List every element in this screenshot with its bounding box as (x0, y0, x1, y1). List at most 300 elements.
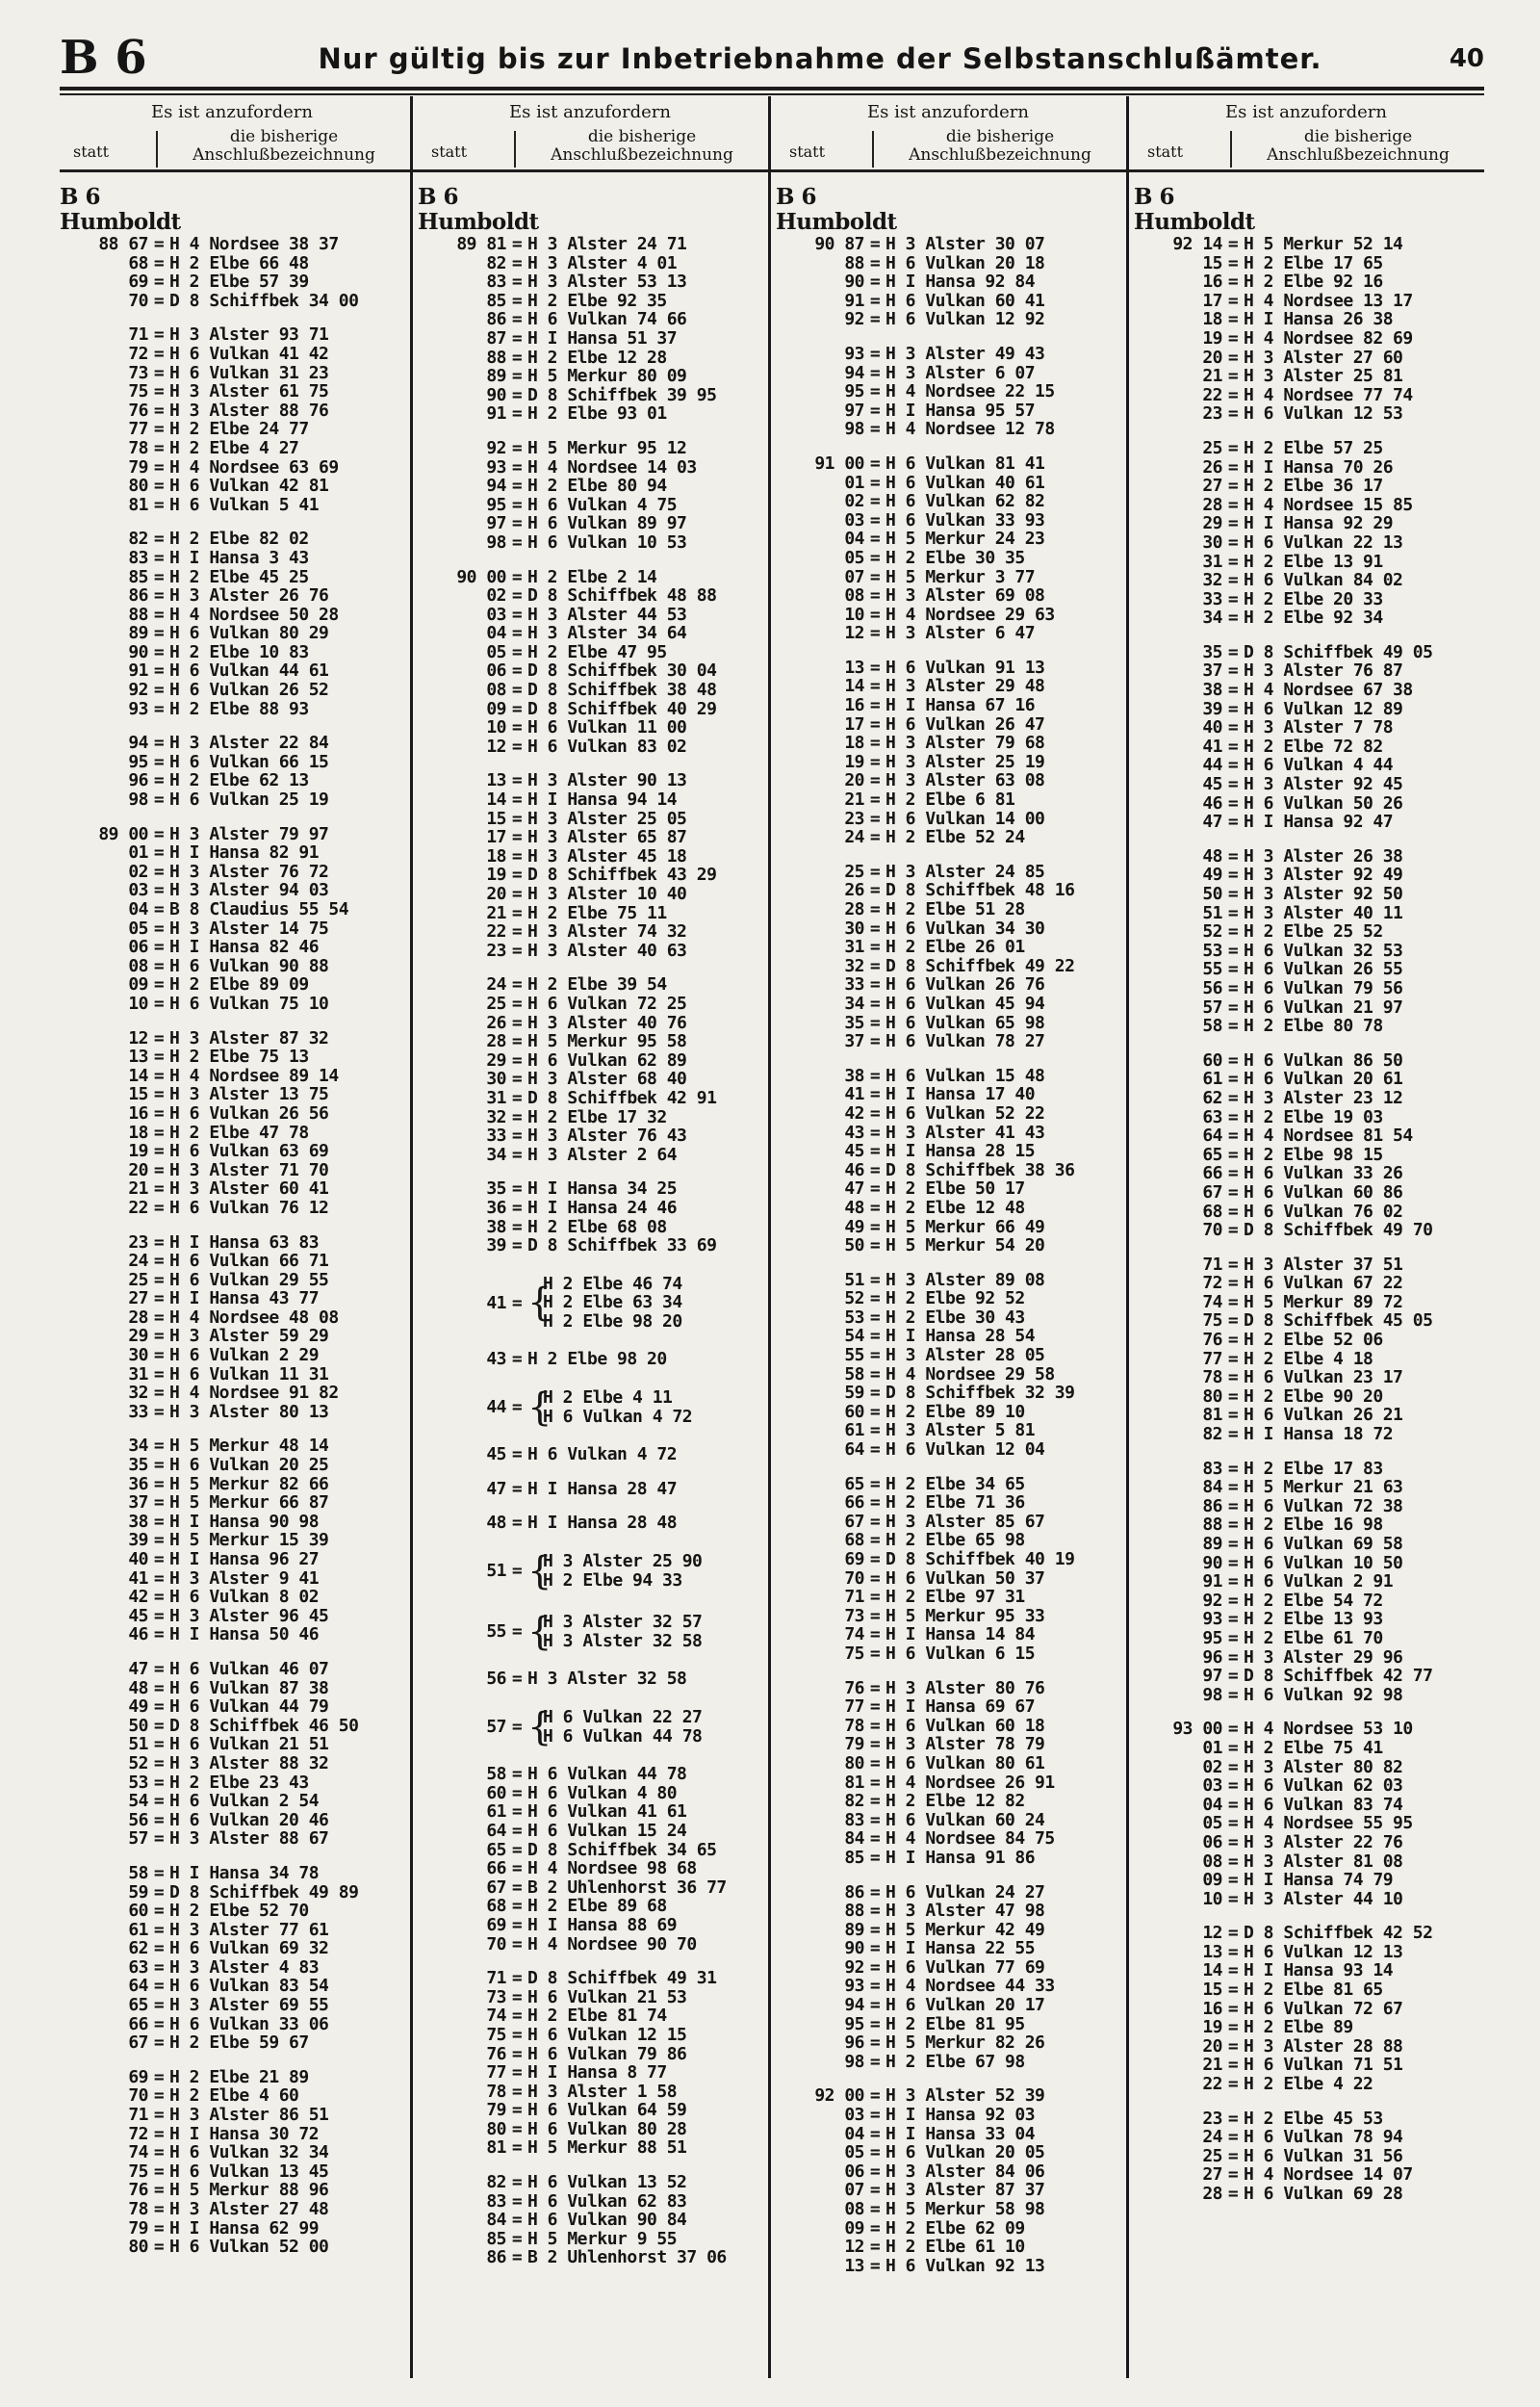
previous-line-2: Anschlußbezeichnung (1267, 145, 1450, 165)
equals-sign: = (1227, 476, 1239, 497)
listing-row (418, 2006, 762, 2026)
previous-designation: D 8 Schiffbek 49 31 (527, 1968, 717, 1989)
listing-row (60, 1531, 404, 1550)
previous-designation: H 3 Alster 25 19 (886, 751, 1045, 772)
previous-designation: D 8 Schiffbek 49 70 (1244, 1220, 1433, 1241)
previous-designation: H I Hansa 88 69 (527, 1914, 678, 1935)
previous-designation: H 4 Nordsee 91 82 (169, 1383, 339, 1404)
subscriber-number: 96 (128, 770, 148, 791)
equals-sign: = (869, 604, 881, 625)
equals-sign: = (1227, 1220, 1239, 1241)
previous-designation: H 6 Vulkan 26 55 (1244, 959, 1403, 980)
listing-row (1134, 1460, 1478, 1479)
equals-sign: = (153, 751, 165, 772)
equals-sign: = (869, 1084, 881, 1105)
block-gap (776, 2071, 1120, 2086)
equals-sign: = (869, 1159, 881, 1180)
equals-sign: = (153, 733, 165, 754)
listing-row (776, 1883, 1120, 1902)
brace: { (527, 1548, 552, 1593)
column-divider (410, 96, 413, 2378)
subscriber-number: 73 (486, 1986, 506, 2007)
equals-sign: = (153, 2237, 165, 2258)
subscriber-number: 21 (128, 1178, 148, 1200)
block-gap (776, 1868, 1120, 1883)
block-gap (418, 1464, 762, 1480)
listing-row (60, 1475, 404, 1494)
previous-designation: H 5 Merkur 95 33 (886, 1605, 1045, 1626)
previous-designation: H I Hansa 91 86 (886, 1847, 1036, 1868)
subscriber-number: 34 (486, 1144, 506, 1165)
equals-sign: = (153, 2085, 165, 2107)
subscriber-number: 93 (486, 456, 506, 478)
subscriber-number: 34 (844, 993, 864, 1014)
previous-designation: H 4 Nordsee 81 54 (1244, 1126, 1413, 1147)
previous-designation: H 2 Elbe 92 16 (1244, 272, 1383, 293)
equals-sign: = (153, 1084, 165, 1105)
listing-row (776, 1921, 1120, 1940)
previous-designation: H 6 Vulkan 12 92 (886, 309, 1045, 330)
previous-designation: H 3 Alster 23 12 (1244, 1087, 1403, 1108)
subscriber-number: 81 (844, 1772, 864, 1793)
equals-sign: = (511, 1513, 523, 1534)
subscriber-number: 90 (486, 384, 506, 405)
subscriber-number: 56 (128, 1809, 148, 1830)
listing-row (60, 2143, 404, 2162)
subscriber-number: 13 (486, 770, 506, 791)
instead-label: statt (1147, 142, 1184, 161)
equals-sign: = (869, 1772, 881, 1793)
subscriber-number: 61 (844, 1420, 864, 1441)
listing-row (1134, 718, 1478, 738)
previous-designation: D 8 Schiffbek 49 22 (886, 955, 1075, 976)
listing-row (1134, 866, 1478, 885)
equals-sign: = (511, 2172, 523, 2193)
equals-sign: = (511, 1178, 523, 1200)
previous-designation: H 5 Merkur 42 49 (886, 1919, 1045, 1940)
subscriber-number: 93 00 (1172, 1719, 1222, 1740)
previous-designation: H 3 Alster 49 43 (886, 343, 1045, 364)
subscriber-number: 68 (486, 1896, 506, 1917)
subscriber-number: 26 (486, 1012, 506, 1033)
listing-row (60, 900, 404, 919)
listing-row (1134, 533, 1478, 553)
previous-designation: H 6 Vulkan 71 51 (1244, 2055, 1403, 2076)
listing-row (60, 325, 404, 345)
equals-sign: = (153, 1027, 165, 1048)
equals-sign: = (153, 1938, 165, 1959)
equals-sign: = (511, 2100, 523, 2121)
subscriber-number: 95 (486, 494, 506, 515)
subscriber-number: 79 (128, 456, 148, 478)
listing-row (1134, 1017, 1478, 1036)
listing-row (60, 1625, 404, 1644)
listing-row (60, 1048, 404, 1067)
listing-row (418, 847, 762, 867)
previous-designation: H 6 Vulkan 41 42 (169, 343, 329, 364)
previous-designation: H 3 Alster 61 75 (169, 381, 329, 402)
previous-designation: H 3 Alster 76 87 (1244, 660, 1403, 682)
listing-row (60, 975, 404, 995)
subscriber-number: 19 (1202, 327, 1222, 349)
equals-sign: = (1227, 1106, 1239, 1127)
previous-designation: H 3 Alster 63 08 (886, 770, 1045, 791)
previous-designation: H I Hansa 69 67 (886, 1696, 1036, 1718)
subscriber-number: 46 (1202, 792, 1222, 814)
listing-row (1134, 1051, 1478, 1071)
subscriber-number: 32 (486, 1106, 506, 1127)
previous-designation: D 8 Schiffbek 45 05 (1244, 1310, 1433, 1332)
block-gap (418, 1164, 762, 1179)
subscriber-number: 82 (1202, 1424, 1222, 1445)
equals-sign: = (511, 2081, 523, 2102)
listing-row (776, 254, 1120, 273)
equals-sign: = (869, 2180, 881, 2201)
previous-designation: H 6 Vulkan 32 34 (169, 2142, 329, 2163)
previous-designation: H I Hansa 50 46 (169, 1624, 320, 1645)
equals-sign: = (869, 1511, 881, 1532)
equals-sign: = (511, 789, 523, 811)
equals-sign: = (869, 789, 881, 811)
equals-sign: = (869, 861, 881, 882)
equals-sign: = (153, 2066, 165, 2087)
listing-row (418, 1108, 762, 1127)
previous-designation: H 6 Vulkan 66 15 (169, 751, 329, 772)
previous-designation: H 2 Elbe 92 34 (1244, 608, 1383, 629)
equals-sign: = (869, 290, 881, 311)
previous-line-1: die bisherige (229, 127, 339, 146)
subscriber-number: 88 67 (98, 234, 148, 254)
equals-sign: = (1227, 290, 1239, 311)
subscriber-number: 90 00 (456, 566, 506, 587)
previous-designation: H 3 Alster 26 76 (169, 585, 329, 607)
listing-row (60, 1029, 404, 1048)
listing-row (418, 1126, 762, 1146)
listing-row (60, 957, 404, 976)
subscriber-number: 15 (486, 808, 506, 829)
previous-designation: H 6 Vulkan 72 67 (1244, 1998, 1403, 2019)
header-rule-thin (60, 93, 1484, 95)
block-gap (418, 1689, 762, 1704)
previous-designation: H 5 Merkur 80 09 (527, 366, 687, 387)
listing-row (60, 1829, 404, 1849)
listing-row (418, 477, 762, 496)
subscriber-number: 98 (844, 419, 864, 440)
previous-designation: H 6 Vulkan 60 41 (886, 290, 1045, 311)
equals-sign: = (511, 1801, 523, 1823)
subscriber-number: 34 (128, 1436, 148, 1457)
subscriber-number: 33 (128, 1401, 148, 1422)
listing-row (60, 1660, 404, 1679)
previous-designation: H 6 Vulkan 63 69 (169, 1141, 329, 1162)
listing-row (60, 364, 404, 383)
listing-row (776, 900, 1120, 919)
previous-designation: H 4 Nordsee 84 75 (886, 1828, 1055, 1850)
block-gap (60, 2053, 404, 2068)
previous-designation: H I Hansa 28 47 (527, 1478, 678, 1499)
previous-designation: H 2 Elbe 89 10 (886, 1401, 1025, 1422)
listing-row (418, 1802, 762, 1822)
previous-designation: H 3 Alster 26 38 (1244, 845, 1403, 867)
equals-sign: = (153, 2013, 165, 2034)
subscriber-number: 25 (128, 1269, 148, 1290)
previous-designation: H 5 Merkur 88 96 (169, 2180, 329, 2201)
previous-designation: H I Hansa 28 54 (886, 1326, 1036, 1347)
equals-sign: = (1227, 551, 1239, 572)
subscriber-number: 20 (844, 770, 864, 791)
listing-row (1134, 1164, 1478, 1183)
listing-row (60, 843, 404, 863)
equals-sign: = (511, 1106, 523, 1127)
listing-row (1134, 329, 1478, 349)
equals-sign: = (1227, 1590, 1239, 1611)
subscriber-number: 16 (1202, 1998, 1222, 2019)
subscriber-number: 45 (844, 1141, 864, 1162)
subscriber-number: 70 (486, 1933, 506, 1954)
listing-row (60, 1384, 404, 1403)
block-gap (418, 1654, 762, 1669)
equals-sign: = (511, 921, 523, 943)
block-gap (1134, 1908, 1478, 1924)
subscriber-number: 35 (486, 1178, 506, 1200)
subscriber-number: 02 (486, 585, 506, 607)
subscriber-number: 84 (1202, 1477, 1222, 1498)
subscriber-number: 08 (128, 955, 148, 976)
listing-row (776, 1067, 1120, 1086)
previous-designation: H 6 Vulkan 26 21 (1244, 1405, 1403, 1426)
listing-row (418, 1350, 762, 1369)
equals-sign: = (1227, 1495, 1239, 1516)
equals-sign: = (1227, 977, 1239, 998)
equals-sign: = (511, 660, 523, 682)
previous-designation: H 2 Elbe 80 94 (527, 476, 667, 497)
block-gap (418, 1430, 762, 1445)
listing-row (776, 1625, 1120, 1644)
subscriber-number: 41 (1202, 736, 1222, 757)
equals-sign: = (511, 1069, 523, 1090)
subscriber-number: 17 (1202, 290, 1222, 311)
equals-sign: = (869, 472, 881, 493)
previous-designation: H 3 Alster 52 39 (886, 2085, 1045, 2107)
block-gap (60, 1014, 404, 1029)
subscriber-number: 52 (128, 1752, 148, 1773)
previous-designation: H 3 Alster 34 64 (527, 623, 687, 644)
listing-row (776, 1569, 1120, 1589)
equals-sign: = (869, 1530, 881, 1551)
subscriber-number: 13 (844, 2255, 864, 2276)
previous-designation: H I Hansa 92 29 (1244, 513, 1394, 534)
listing-row (1134, 1667, 1478, 1686)
subscriber-number: 38 (1202, 680, 1222, 701)
equals-sign: = (1227, 570, 1239, 591)
subscriber-number: 44 (486, 1397, 506, 1418)
equals-sign: = (511, 272, 523, 293)
subscriber-number: 48 (486, 1513, 506, 1534)
equals-sign: = (869, 2051, 881, 2072)
listing-row (418, 2211, 762, 2230)
previous-designation: H 2 Elbe 36 17 (1244, 476, 1383, 497)
listing-row (1134, 998, 1478, 1018)
listing-row (60, 1679, 404, 1698)
equals-sign: = (511, 494, 523, 515)
subscriber-number: 92 (844, 1956, 864, 1978)
previous-designation: H 3 Alster 76 72 (169, 861, 329, 882)
previous-designation: H 6 Vulkan 62 03 (1244, 1775, 1403, 1797)
previous-designation: D 8 Schiffbek 34 65 (527, 1839, 717, 1860)
equals-sign: = (1227, 1016, 1239, 1037)
subscriber-number: 31 (844, 937, 864, 958)
subscriber-number: 75 (844, 1643, 864, 1664)
listing-row (418, 386, 762, 405)
subscriber-number: 22 (1202, 384, 1222, 405)
subscriber-number: 16 (844, 695, 864, 716)
listing-row (776, 2200, 1120, 2219)
equals-sign: = (153, 272, 165, 293)
equals-sign: = (1227, 234, 1239, 254)
previous-designation: H 4 Nordsee 15 85 (1244, 494, 1413, 515)
listing-row (1134, 1183, 1478, 1203)
listing-row (418, 1236, 762, 1255)
previous-line-1: die bisherige (1303, 127, 1413, 146)
listing-row (60, 401, 404, 421)
listing-row (1134, 1852, 1478, 1872)
listing-row (776, 1513, 1120, 1532)
subscriber-number: 14 (128, 1065, 148, 1086)
equals-sign: = (869, 1383, 881, 1404)
previous-designation: B 8 Claudius 55 54 (169, 899, 349, 919)
previous-designation: H 6 Vulkan 79 56 (1244, 977, 1403, 998)
listing-row (60, 2086, 404, 2106)
listing-row (776, 2106, 1120, 2125)
previous-designation: H 6 Vulkan 75 10 (169, 993, 329, 1014)
listing-row (1134, 1089, 1478, 1108)
subscriber-number: 41 (486, 1292, 506, 1313)
subscriber-number: 41 (128, 1567, 148, 1589)
equals-sign: = (1227, 1144, 1239, 1165)
listing-row (418, 329, 762, 349)
listing-row (60, 1067, 404, 1086)
subscriber-number: 28 (1202, 494, 1222, 515)
equals-sign: = (869, 937, 881, 958)
listing-row (776, 2086, 1120, 2106)
previous-designation: H 6 Vulkan 4 72 (527, 1444, 678, 1465)
equals-sign: = (869, 381, 881, 402)
equals-sign: = (153, 1363, 165, 1385)
equals-sign: = (153, 456, 165, 478)
subscriber-number: 21 (486, 902, 506, 923)
equals-sign: = (153, 252, 165, 273)
subscriber-number: 03 (486, 604, 506, 625)
previous-designation: H 6 Vulkan 20 17 (886, 1995, 1045, 2016)
subscriber-number: 29 (486, 1049, 506, 1071)
equals-sign: = (511, 2006, 523, 2027)
listing-row (418, 1841, 762, 1860)
listing-row (776, 1346, 1120, 1365)
listing-row (776, 530, 1120, 549)
listing-row (776, 1218, 1120, 1237)
block-gap (60, 1421, 404, 1436)
subscriber-number: 05 (128, 918, 148, 939)
equals-sign: = (1227, 1775, 1239, 1797)
block-gap (418, 960, 762, 975)
subscriber-number: 50 (1202, 884, 1222, 904)
subscriber-number: 13 (844, 657, 864, 678)
equals-sign: = (511, 2247, 523, 2268)
equals-sign: = (1227, 736, 1239, 757)
subscriber-number: 49 (1202, 865, 1222, 886)
listing-row (418, 1445, 762, 1464)
subscriber-number: 18 (1202, 309, 1222, 330)
previous-designation: H 2 Elbe 88 93 (169, 698, 309, 719)
equals-sign: = (869, 1791, 881, 1812)
subscriber-number: 35 (1202, 641, 1222, 662)
equals-sign: = (511, 623, 523, 644)
previous-designation: H 6 Vulkan 77 69 (886, 1956, 1045, 1978)
subscriber-number: 98 (128, 789, 148, 811)
previous-designation: H I Hansa 30 72 (169, 2123, 320, 2144)
subscriber-number: 20 (128, 1159, 148, 1180)
listing-row (60, 345, 404, 364)
block-gap (418, 1334, 762, 1350)
listing-row (776, 1977, 1120, 1996)
previous-designation: H 5 Merkur 15 39 (169, 1530, 329, 1551)
previous-designation: H 2 Elbe 81 74 (527, 2006, 667, 2027)
listing-row (1134, 847, 1478, 867)
previous-designation: H I Hansa 67 16 (886, 695, 1036, 716)
listing-row (1134, 1387, 1478, 1407)
subscriber-number: 59 (128, 1881, 148, 1902)
subscriber-number: 10 (128, 993, 148, 1014)
equals-sign: = (153, 1549, 165, 1569)
subscriber-number: 43 (844, 1122, 864, 1143)
equals-sign: = (1227, 1851, 1239, 1872)
equals-sign: = (153, 529, 165, 550)
instead-label: statt (789, 142, 826, 161)
previous-designation: H 6 Vulkan 92 13 (886, 2255, 1045, 2276)
previous-designation: D 8 Schiffbek 42 77 (1244, 1666, 1433, 1687)
previous-designation: H 4 Nordsee 14 03 (527, 456, 697, 478)
previous-designation: H 6 Vulkan 67 22 (1244, 1273, 1403, 1294)
previous-designation: H 6 Vulkan 13 45 (169, 2161, 329, 2182)
equals-sign: = (153, 1881, 165, 1902)
listing-row (776, 1384, 1120, 1403)
previous-designation: H 3 Alster 92 50 (1244, 884, 1403, 904)
previous-designation: H 3 Alster 22 84 (169, 733, 329, 754)
subscriber-number: 78 (486, 2081, 506, 2102)
previous-designation: H 6 Vulkan 80 29 (169, 623, 329, 644)
subscriber-number: 31 (128, 1363, 148, 1385)
listing-row (1134, 1146, 1478, 1165)
previous-designation: H 6 Vulkan 26 52 (169, 680, 329, 701)
previous-designation: H 2 Elbe 75 41 (1244, 1737, 1383, 1758)
equals-sign: = (153, 680, 165, 701)
previous-designation: H I Hansa 95 57 (886, 400, 1036, 421)
previous-designation: H 6 Vulkan 83 74 (1244, 1794, 1403, 1815)
previous-designation: H 3 Alster 29 96 (1244, 1646, 1403, 1668)
equals-sign: = (153, 290, 165, 311)
equals-sign: = (1227, 921, 1239, 943)
equals-sign: = (869, 234, 881, 254)
previous-designation: D 8 Schiffbek 38 36 (886, 1159, 1075, 1180)
subscriber-number: 55 (844, 1345, 864, 1366)
equals-sign: = (153, 1269, 165, 1290)
previous-designation: H 3 Alster 2 64 (527, 1144, 678, 1165)
listing-row (418, 828, 762, 847)
equals-sign: = (1227, 1571, 1239, 1592)
subscriber-number: 72 (128, 2123, 148, 2144)
block-gap (776, 1664, 1120, 1679)
previous-designation: H 6 Vulkan 26 56 (169, 1102, 329, 1124)
